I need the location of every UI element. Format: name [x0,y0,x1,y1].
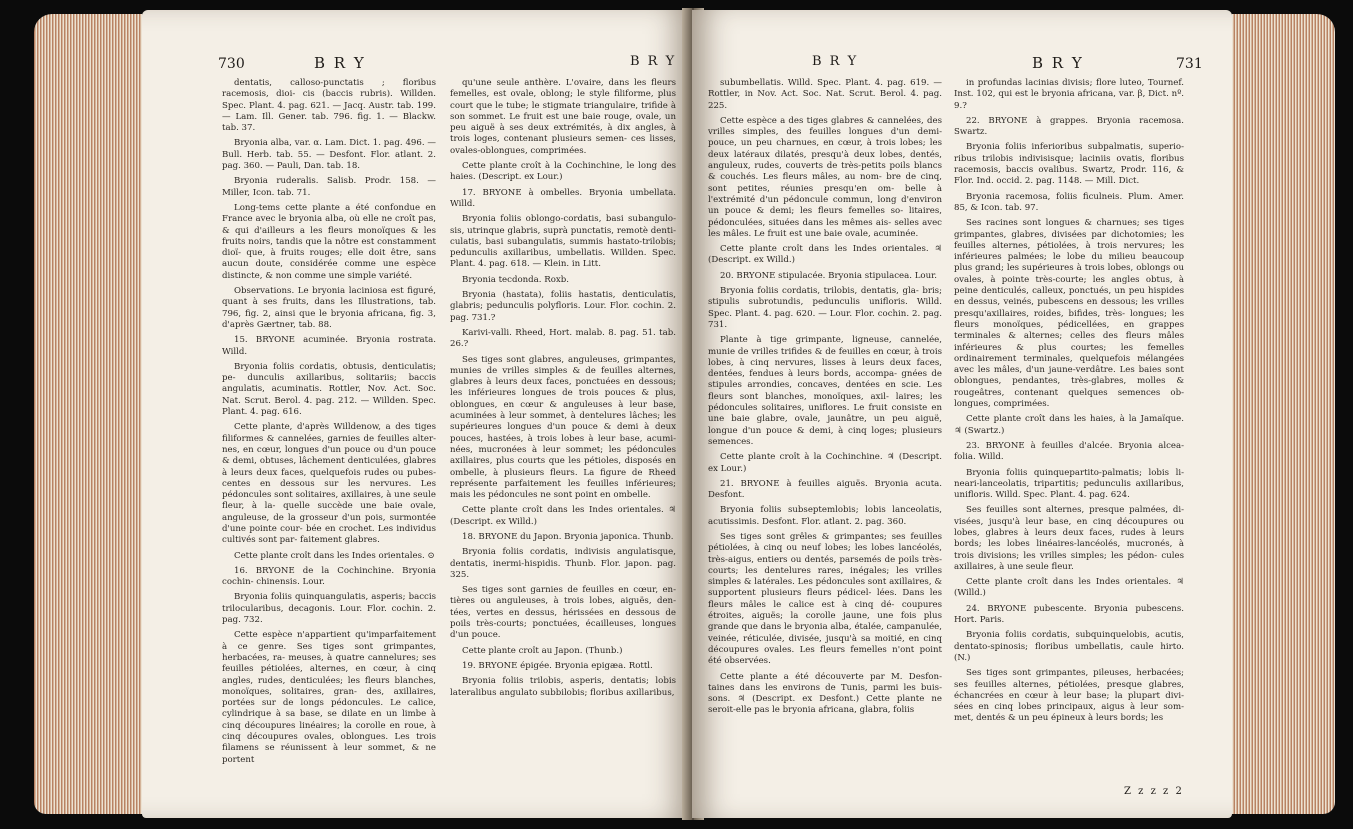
text-paragraph: 16. BRYONE de la Cochinchine. Bryonia cochin- chinensis. Lour. [222,565,436,588]
text-paragraph: Bryonia foliis oblongo-cordatis, basi subangulo- sis, utrinque glabris, suprà punctatis, remotè denti- culatis, basi subangulatis, summis hastato-trilobis; pedunculis axillaribus, umbellatis. Willden. Spec. Plant. 4. pag. 618. — Klein. in Litt. [450,214,676,270]
text-paragraph: Bryonia foliis cordatis, indivisis angulatisque, dentatis, inermi-hispidis. Thunb. Flor. japon. pag. 325. [450,547,676,580]
text-paragraph: Bryonia foliis cordatis, obtusis, denticulatis; pe- dunculis axillaribus, solitariis; baccis angulatis, acuminatis. Rottler, Nov. Act. Soc. Nat. Scrut. Berol. 4. pag. 212. — Willden. Spec. Plant. 4. pag. 616. [222,361,436,418]
running-head-center: B R Y [812,54,859,69]
text-paragraph: Cette plante croît à la Cochinchine, le long des haies. (Descript. ex Lour.) [450,161,676,183]
running-head-center: B R Y [630,54,677,69]
text-paragraph: Bryonia alba, var. α. Lam. Dict. 1. pag. 496. — Bull. Herb. tab. 55. — Desfont. Flor. atlant. 2. pag. 360. — Pauli, Dan. tab. 18. [222,138,436,172]
text-paragraph: Ses tiges sont glabres, anguleuses, grimpantes, munies de vrilles simples & de feuilles alternes, glabres à leurs deux faces, ponctuées en dessous; les inférieures longues de trois pouces & plus, oblongues, en cœur & anguleuses à leur base, acuminées à leur sommet, à dentelures lâches; les supérieures longues d'un pouce & demi à deux pouces, hastées, à trois lobes à leur base, acumi- nées, mucronées à leur sommet; les pédoncules axillaires, plus courts que les pétioles, disposés en ombelle, à plusieurs fleurs. La figure de Rheed représente parfaitement les feuilles inférieures; mais les pédoncules ne sont point en ombelle. [450,354,676,501]
right-page [692,10,1232,818]
text-paragraph: 21. BRYONE à feuilles aiguës. Bryonia acuta. Desfont. [708,478,942,501]
text-paragraph: 23. BRYONE à feuilles d'alcée. Bryonia alcea- folia. Willd. [954,440,1184,463]
text-paragraph: subumbellatis. Willd. Spec. Plant. 4. pag. 619. — Rottler, in Nov. Act. Soc. Nat. Scrut. Berol. 4. pag. 225. [708,78,942,111]
text-paragraph: Bryonia ruderalis. Salisb. Prodr. 158. — Miller, Icon. tab. 71. [222,176,436,198]
text-paragraph: Cette plante, d'après Willdenow, a des tiges filiformes & cannelées, garnies de feuilles alter- nes, en cœur, longues d'un pouce ou d'un pouce & demi, obtuses, lâchement denticulées, glabres à leurs deux faces, quelquefois rudes ou pubes- centes en dessous sur les nervures. Les pédoncules sont solitaires, axillaires, à une seule fleur, à la- quelle succède une baie ovale, anguleuse, de la grosseur d'un pois, surmontée d'une pointe cour- bée en crochet. Les individus cultivés sont par- faitement glabres. [222,422,436,546]
text-paragraph: 19. BRYONE épigée. Bryonia epigæa. Rottl. [462,660,653,671]
text-paragraph: Bryonia foliis inferioribus subpalmatis, superio- ribus trilobis indivisisque; laciniis ovatis, floribus racemosis, baccis ovalibus. Swartz, Prodr. 116, & Flor. Ind. occid. 2. pag. 1148. — Mill. Dict. [954,142,1184,187]
column-right-1 [708,78,942,721]
text-paragraph: Bryonia foliis trilobis, asperis, dentatis; lobis lateralibus angulato subbilobis; floribus axillaribus, [450,676,676,698]
text-paragraph: Bryonia tecdonda. Roxb. [462,274,569,285]
text-paragraph: Ses racines sont longues & charnues; ses tiges grimpantes, glabres, divisées par dichotomies; les feuilles alternes, pétiolées, à trois nervures; les inférieures palmées; le lobe du milieu beaucoup plus grand; les supérieures à trois lobes, oblongs ou ovales, à pointe très-courte; les angles obtus, à peine denticulés, calleux, ponctués, un peu hispides en dessus, veinés, pubescens en dessous; les vrilles presqu'axillaires, roides, bifides, très- longues; les fleurs monoïques, pédicellées, en grappes terminales & alternes; celles des fleurs mâles inférieures & plus courtes; les femelles ordinairement terminales, quelquefois mélangées avec les mâles, d'un jaune-verdâtre. Les baies sont oblongues, pendantes, très-glabres, molles & rougeâtres, contenant quelques semences ob- longues, comprimées. [954,218,1184,410]
text-paragraph: Ses tiges sont grêles & grimpantes; ses feuilles pétiolées, à cinq ou neuf lobes; les lobes lancéolés, très-aigus, entiers ou dentés, parsemés de poils très-courts; les dentelures rares, inégales; les vrilles simples & latérales. Les pédoncules sont axillaires, & supportent plusieurs fleurs pédicel- lées. Dans les fleurs mâles le calice est à cinq dé- coupures étroites, aiguës; la corolle jaune, une fois plus grande que dans le bryonia alba, étalée, campanulée, veinée, réticulée, divisée, jusqu'à sa moitié, en cinq découpures ovales. Les fleurs femelles n'ont point été observées. [708,531,942,667]
text-paragraph: Bryonia foliis cordatis, trilobis, dentatis, gla- bris; stipulis subrotundis, pedunculis unifloris. Willd. Spec. Plant. 4. pag. 620. — Lour. Flor. cochin. 2. pag. 731. [708,286,942,330]
column-left-1 [222,78,436,770]
page-number: 731 [1176,56,1203,72]
text-paragraph: 20. BRYONE stipulacée. Bryonia stipulacea. Lour. [720,270,938,281]
text-paragraph: Bryonia racemosa, foliis ficulneis. Plum. Amer. 85, & Icon. tab. 97. [954,191,1184,213]
page-edges-left [34,14,146,814]
text-paragraph: 17. BRYONE à ombelles. Bryonia umbellata. Willd. [450,187,676,209]
text-paragraph: Ses feuilles sont alternes, presque palmées, di- visées, jusqu'à leur base, en cinq découpures ou lobes, glabres à leurs deux faces, rudes à leurs bords; les lobes linéaires-lancéolés, mucronés, à trois divisions; les vrilles simples; les pédon- cules axillaires, à une seule fleur. [954,505,1184,572]
text-paragraph: Cette plante croît dans les Indes orientales. ♃ (Descript. ex Willd.) [450,505,676,527]
text-paragraph: qu'une seule anthère. L'ovaire, dans les fleurs femelles, est ovale, oblong; le style filiforme, plus court que le tube; le stigmate triangulaire, trifide à son sommet. Le fruit est une baie rouge, ovale, un peu aiguë à ses deux extrémités, à dix angles, à trois loges, contenant plusieurs semen- ces lisses, ovales-oblongues, comprimées. [450,78,676,156]
text-paragraph: Cette plante a été découverte par M. Desfon- taines dans les environs de Tunis, parmi les buis- sons. ♃ (Descript. ex Desfont.) Cette plante ne seroit-elle pas le bryonia africana, glabra, foliis [708,671,942,716]
running-head: B R Y [314,54,366,72]
text-paragraph: Cette plante croît dans les haies, à la Jamaïque. ♃ (Swartz.) [954,414,1184,436]
text-paragraph: Bryonia foliis subseptemlobis; lobis lanceolatis, acutissimis. Desfont. Flor. atlant. 2. pag. 360. [708,505,942,527]
page-edges-right [1220,14,1335,814]
text-paragraph: Cette plante croît au Japon. (Thunb.) [462,645,623,656]
text-paragraph: Cette plante croît à la Cochinchine. ♃ (Descript. ex Lour.) [708,452,942,474]
text-paragraph: Ses tiges sont garnies de feuilles en cœur, en- tières ou anguleuses, à trois lobes, aiguës, den- tées, vertes en dessus, hérissées en dessous de poils très-courts; ponctuées, écailleuses, longues d'un pouce. [450,585,676,641]
text-paragraph: 15. BRYONE acuminée. Bryonia rostrata. Willd. [222,335,436,357]
text-paragraph: Bryonia foliis quinquepartito-palmatis; lobis li- neari-lanceolatis, tripartitis; pedunculis axillaribus, unifloris. Willd. Spec. Plant. 4. pag. 624. [954,467,1184,501]
text-paragraph: 24. BRYONE pubescente. Bryonia pubescens. Hort. Paris. [954,603,1184,626]
text-paragraph: Bryonia (hastata), foliis hastatis, denticulatis, glabris; pedunculis polyfloris. Lour. Flor. cochin. 2. pag. 731.? [450,290,676,323]
column-right-2 [954,78,1184,729]
text-paragraph: dentatis, calloso-punctatis ; floribus racemosis, dioi- cis (baccis rubris). Willden. Spec. Plant. 4. pag. 621. — Jacq. Austr. tab. 199. — Lam. Ill. Gener. tab. 796. fig. 1. — Blackw. tab. 37. [222,78,436,134]
left-page [142,10,690,818]
text-paragraph: Cette plante croît dans les Indes orientales. ⊙ [234,550,435,561]
text-paragraph: Karivi-valli. Rheed, Hort. malab. 8. pag. 51. tab. 26.? [450,327,676,350]
text-paragraph: Cette espèce a des tiges glabres & cannelées, des vrilles simples, des feuilles longues d'un demi- pouce, un peu charnues, en cœur, à trois lobes; les deux latéraux dilatés, presqu'à deux lobes, dentés, anguleux, rudes, couverts de très-petits poils blancs & couchés. Les fleurs mâles, au nom- bre de cinq, sont petites, réunies presqu'en om- belle à l'extrémité d'un pédoncule commun, long d'environ un pouce & demi; les fleurs femelles so- litaires, pédonculées, situées dans les mêmes ais- selles avec les mâles. Le fruit est une baie ovale, acuminée. [708,115,942,239]
text-paragraph: Observations. Le bryonia laciniosa est figuré, quant à ses fruits, dans les Illustrations, tab. 796, fig. 2, ainsi que le bryonia africana, fig. 3, d'après Gærtner, tab. 88. [222,286,436,330]
page-number: 730 [218,56,245,72]
text-paragraph: Bryonia foliis cordatis, subquinquelobis, acutis, dentato-spinosis; floribus umbellatis, caule hirto. (N.) [954,630,1184,663]
text-paragraph: Long-tems cette plante a été confondue en France avec le bryonia alba, où elle ne croît pas, & qui d'ailleurs a les fleurs monoïques & les fruits noirs, tandis que la nôtre est constamment dioï- que, à fruits rouges; elle doit être, sans aucun doute, considérée comme une espèce distincte, & non comme une simple variété. [222,202,436,281]
text-paragraph: Ses tiges sont grimpantes, pileuses, herbacées; ses feuilles alternes, pétiolées, presque glabres, échancrées en cœur à leur base; la plupart divi- sées en cinq lobes principaux, aigus à leur som- met, dentés & un peu épineux à leurs bords; les [954,668,1184,724]
text-paragraph: 22. BRYONE à grappes. Bryonia racemosa. Swartz. [954,115,1184,138]
signature-mark: Z z z z 2 [1124,786,1184,797]
running-head: B R Y [1032,54,1084,72]
text-paragraph: Plante à tige grimpante, ligneuse, cannelée, munie de vrilles trifides & de feuilles en cœur, à trois lobes, à cinq nervures, lisses à leurs deux faces, dentées, fendues à leurs bords, accompa- gnées de stipules arrondies, concaves, dentées en scie. Les fleurs sont blanches, monoïques, axil- laires; les pédoncules solitaires, uniflores. Le fruit consiste en une baie glabre, ovale, jaunâtre, un peu aiguë, longue d'un pouce & demi, à cinq loges; plusieurs semences. [708,335,942,447]
text-paragraph: Bryonia foliis quinquangulatis, asperis; baccis trilocularibus, decagonis. Lour. Flor. cochin. 2. pag. 732. [222,592,436,626]
text-paragraph: 18. BRYONE du Japon. Bryonia japonica. Thunb. [462,531,674,542]
column-left-2 [450,78,676,703]
text-paragraph: Cette espèce n'appartient qu'imparfaitement à ce genre. Ses tiges sont grimpantes, herbacées, ra- meuses, à quatre cannelures; ses feuilles pétiolées, alternes, en cœur, à cinq angles, rudes, denticulées; les fleurs blanches, monoïques, solitaires, gran- des, axillaires, portées sur de longs pédoncules. Le calice, cylindrique à sa base, se dilate en un limbe à cinq découpures linéaires; la corolle en roue, à cinq découpures ovales, oblongues. Les trois filamens se réunissent à leur sommet, & ne portent [222,630,436,765]
text-paragraph: Cette plante croît dans les Indes orientales. ♃ (Descript. ex Willd.) [708,244,942,266]
text-paragraph: Cette plante croît dans les Indes orientales. ♃ (Willd.) [954,577,1184,599]
text-paragraph: in profundas lacinias divisis; flore luteo, Tournef. Inst. 102, qui est le bryonia africana, var. β, Dict. nº. 9.? [954,78,1184,111]
